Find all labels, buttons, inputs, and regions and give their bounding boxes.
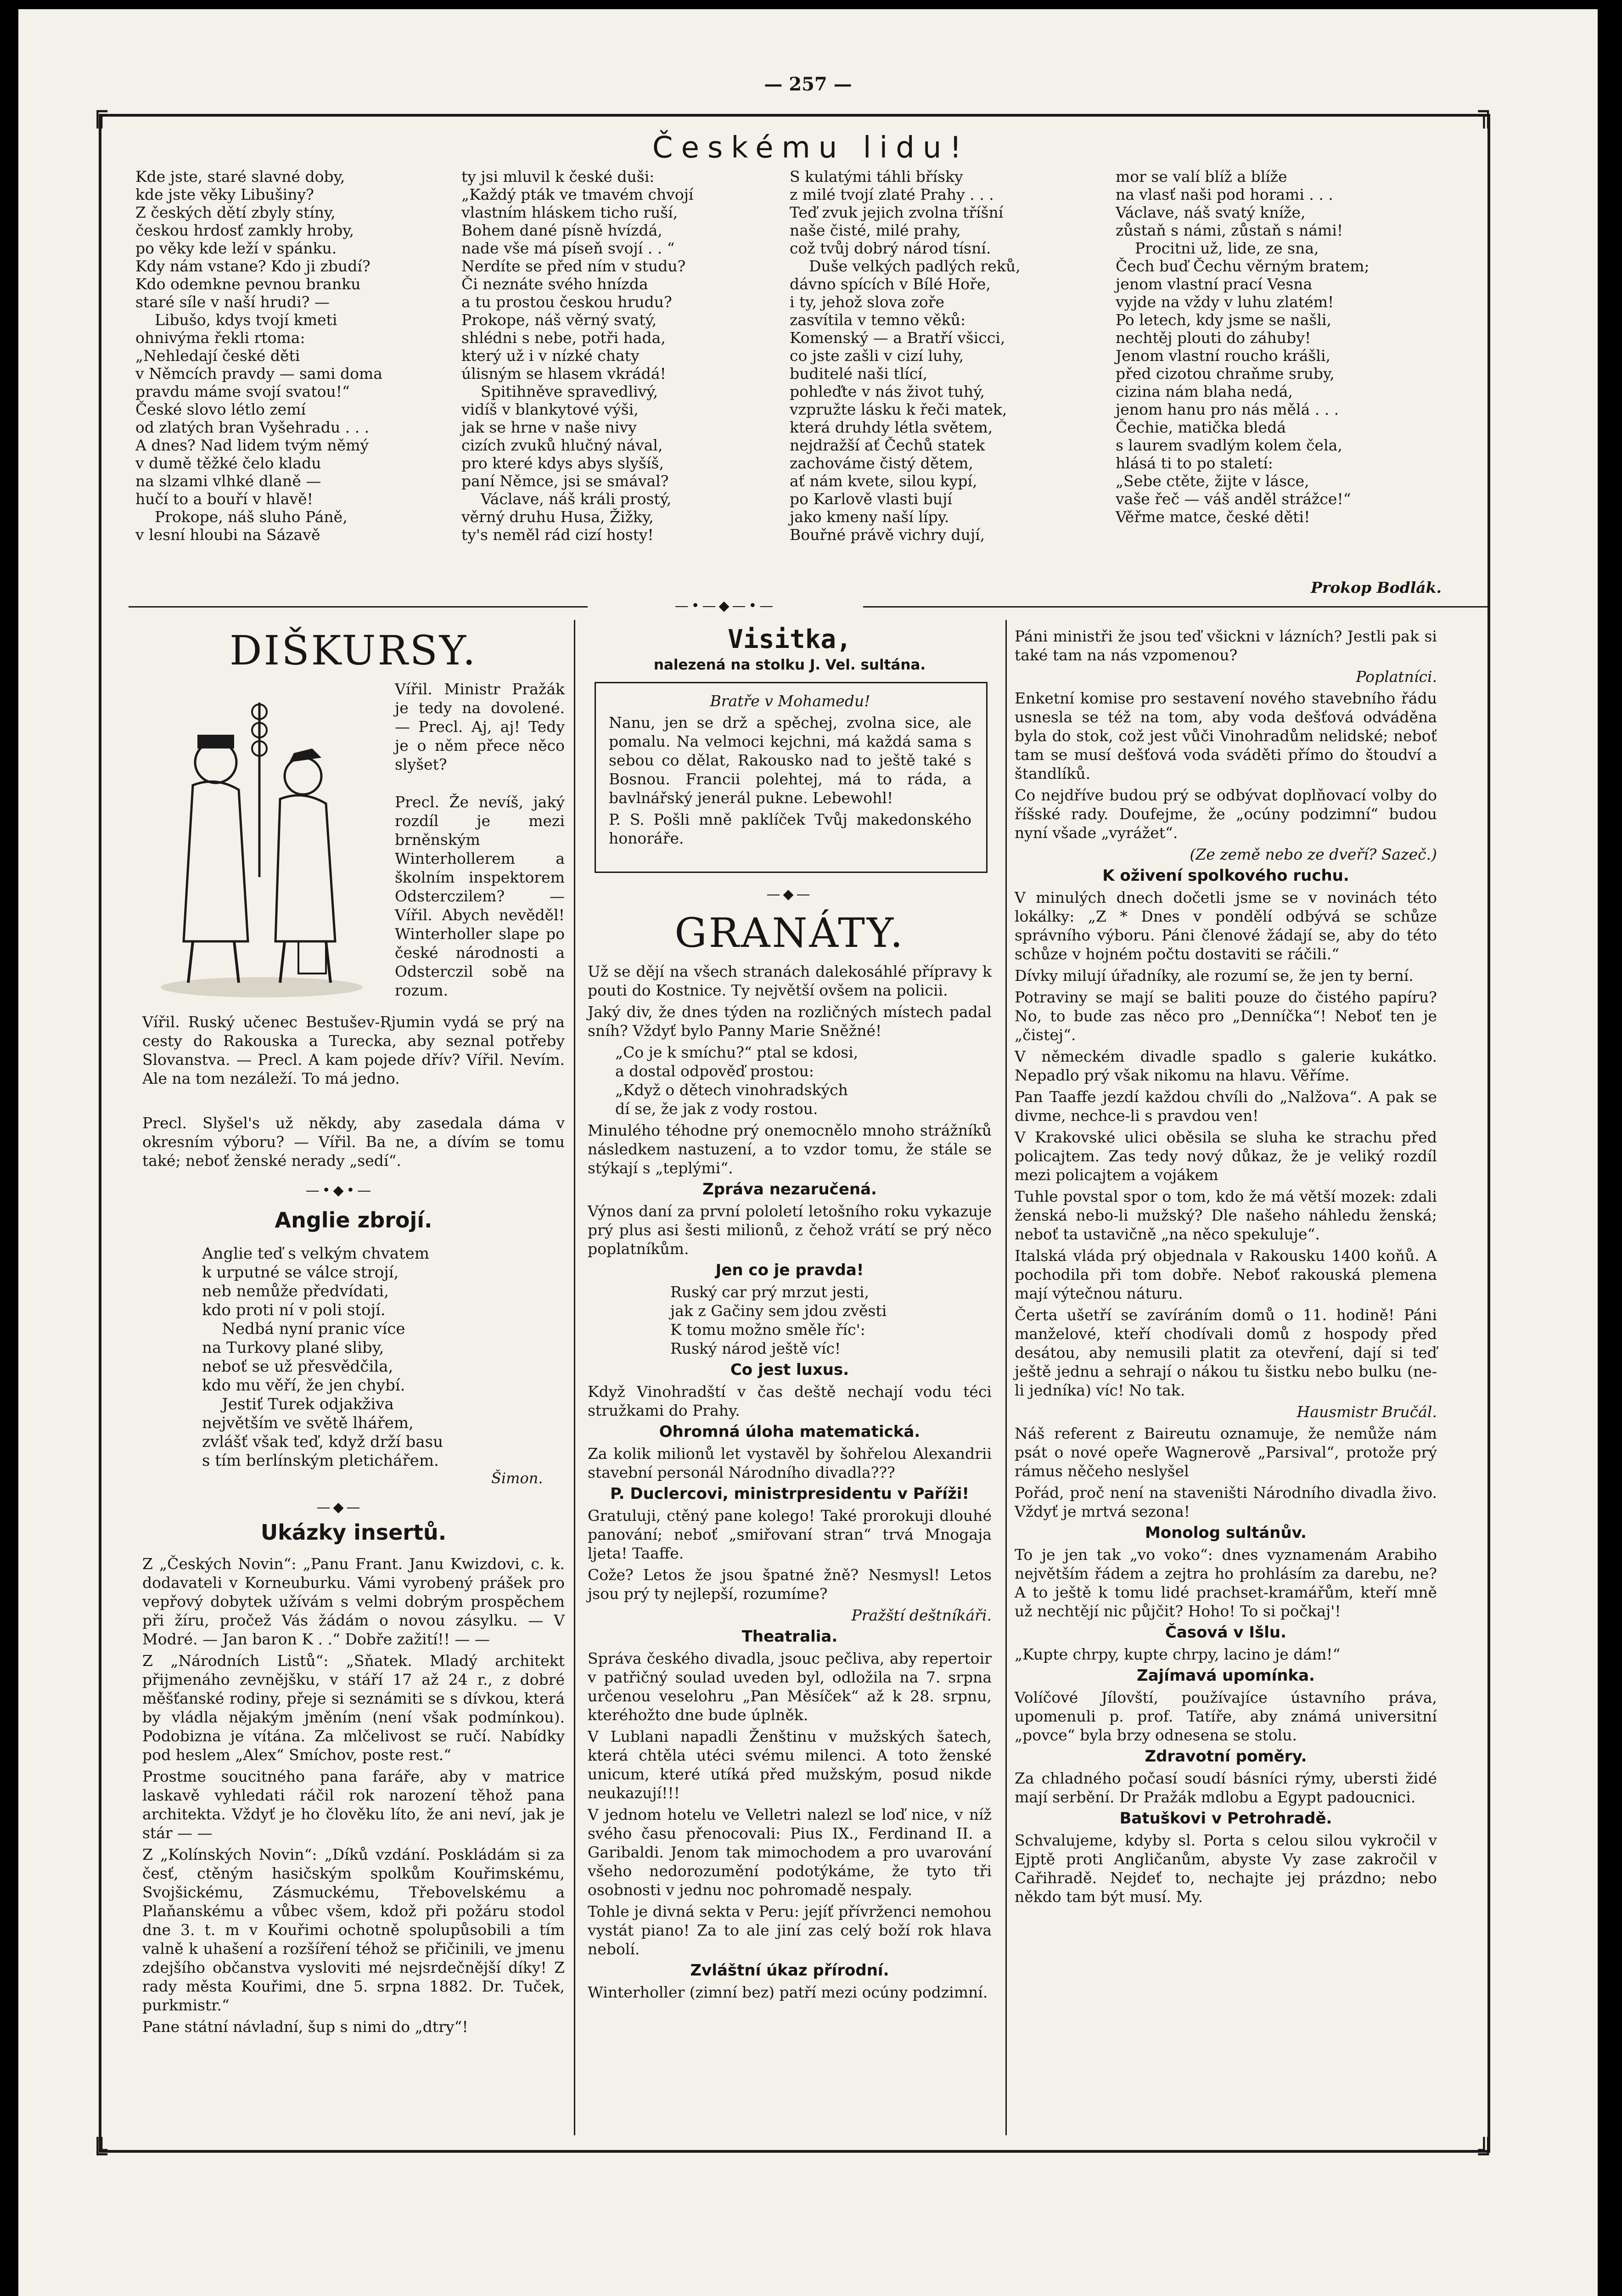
corner-ornament-icon: ╝ bbox=[1478, 2138, 1494, 2167]
granaty-heading: Co jest luxus. bbox=[730, 1361, 849, 1379]
granaty-verse: „Co je k smíchu?“ ptal se kdosi, a dostal odpověď prostou: „Když o dětech vinohradských dí se, že jak z vody rostou. bbox=[615, 1043, 859, 1118]
right-column bbox=[1015, 627, 1437, 1909]
ukazky-title: Ukázky insertů. bbox=[260, 1520, 447, 1545]
visitka-subtitle: nalezená na stolku J. Vel. sultána. bbox=[653, 657, 926, 673]
poem-author: Prokop Bodlák. bbox=[1311, 579, 1442, 597]
frame-bottom-rule bbox=[99, 2150, 1490, 2153]
news-item: V minulých dnech dočetli jsme se v novinách této lokálky: „Z * Dnes v pondělí odbývá se schůze správního výboru. Páni členové žádají se, aby do této schůze v hojném počtu dostaviti se ráčili.“ bbox=[1015, 889, 1437, 963]
poem-column-2: ty jsi mluvil k české duši: „Každý pták ve tmavém chvojí vlastním hláskem ticho ruší, Bohem dané písně hvízdá, nade vše má píseň svojí . . “ Nerdíte se před ním v studu? Či neznáte svého hnízda a tu prostou českou hrudu? Prokope, náš věrný svatý, shlédni s nebe, potři hada, který už i v nízké chaty úlisným se hlasem vkrádá! Spitihněve spravedlivý, vidíš v blankytové výši, jak se hrne v naše nivy cizích zvuků hlučný nával, pro které kdys abys slyšíš, paní Němce, jsi se smával? Václave, náš králi prostý, věrný druhu Husa, Žižky, ty's neměl rád cizí hosty! bbox=[461, 168, 694, 544]
diskursy-illustration bbox=[142, 684, 381, 1006]
news-item: Páni ministři že jsou teď všickni v lázních? Jestli pak si také tam na nás vzpomenou? bbox=[1015, 627, 1437, 664]
news-heading: Monolog sultánův. bbox=[1145, 1524, 1307, 1542]
granaty-item: V jednom hotelu ve Velletri nalezl se loď nice, v níž svého času přenocovali: Pius IX., Ferdinand II. a Garibaldi. Jenom tak mimochodem a pro uvarování všeho nedorozumění podotýkáme, že tyto tři osobnosti v jednu noc pohromadě nespaly. bbox=[588, 1806, 992, 1899]
granaty-heading: Theatralia. bbox=[741, 1627, 838, 1646]
divider-ornament-icon: —◆— bbox=[766, 886, 813, 902]
anglie-poem: Anglie teď s velkým chvatem k urputné se válce strojí, neb nemůže předvídati, kdo proti ní v poli stojí. Nedbá nyní pranic více na Turkovy plané sliby, neboť se už přesvědčila, kdo mu věří, že jen chybí. Jestiť Turek odjakživa největším ve světě lhářem, zvlášť však teď, když drží basu s tím berlínským pletichářem. bbox=[202, 1244, 443, 1470]
news-item: Dívky milují úřadníky, ale rozumí se, že jen ty berní. bbox=[1015, 967, 1414, 985]
insert-5: Pane státní návladní, šup s nimi do „dtry“! bbox=[142, 2018, 468, 2036]
diskursy-title: DIŠKURSY. bbox=[230, 627, 477, 674]
granaty-item: Výnos daní za první pololetí letošního roku vykazuje prý plus asi šesti milionů, z čehož vrátí se prý něco poplatníkům. bbox=[588, 1202, 992, 1258]
granaty-section bbox=[588, 962, 992, 2004]
news-item: Náš referent z Baireutu oznamuje, že nemůže nám psát o nové opeře Wagnerově „Parsival“, protože prý rámus něčeho neslyšel bbox=[1015, 1424, 1437, 1480]
news-item: V německém divadle spadlo s galerie kukátko. Nepadlo prý však nikomu na hlavu. Věříme. bbox=[1015, 1047, 1437, 1084]
visitka-body: Nanu, jen se drž a spěchej, zvolna sice, ale pomalu. Na velmoci kejchni, má každá sama s sebou co dělat, Rakousko nad to ještě také s Bosnou. Francii polehtej, má to ráda, a bavlnářský jenerál pukne. Lebewohl! bbox=[609, 714, 971, 807]
granaty-signature: Pražští deštníkáři. bbox=[851, 1606, 992, 1624]
granaty-item: Když Vinohradští v čas deště nechají vodu téci stružkami do Prahy. bbox=[588, 1383, 992, 1419]
diskursy-dialogue-1: Vířil. Ministr Pražák je tedy na dovolené. — Precl. Aj, aj! Tedy je o něm přece něco slyšet? Precl. Že nevíš, jaký rozdíl je mezi brněnským Winterhollerem a školním inspektorem Odsterczilem? — Vířil. Abych nevěděl! Winterholler slape po české národnosti a Odsterczil sobě na rozum. bbox=[395, 680, 565, 999]
news-item: V Krakovské ulici oběsila se sluha ke strachu před policajtem. Zas tedy nový důkaz, že je veliký rozdíl mezi policajtem a vojákem bbox=[1015, 1128, 1437, 1184]
news-item: Co nejdříve budou prý se odbývat doplňovací volby do říšské rady. Doufejme, že „ocúny podzimní“ budou nyní všade „vyrážet“. bbox=[1015, 786, 1437, 842]
granaty-title: GRANÁTY. bbox=[674, 909, 905, 957]
divider-ornament-icon: —◆— bbox=[316, 1499, 363, 1515]
frame-top-rule bbox=[99, 114, 1490, 117]
news-heading: K oživení spolkového ruchu. bbox=[1102, 867, 1349, 885]
news-signature: Hausmistr Bručál. bbox=[1296, 1403, 1437, 1421]
visitka-salutation: Bratře v Mohamedu! bbox=[710, 692, 870, 710]
news-signature: (Ze země nebo ze dveří? Sazeč.) bbox=[1190, 845, 1437, 863]
news-item: Pořád, proč není na staveništi Národního divadla živo. Vždyť je mrtvá sezona! bbox=[1015, 1484, 1437, 1520]
news-item: Schvalujeme, kdyby sl. Porta s celou silou vykročil v Ejptě proti Angličanům, abyste Vy zase zakročil v Cařihradě. Nejdeť to, nechajte jej prázdno; nebo někdo tam být musí. My. bbox=[1015, 1831, 1437, 1906]
news-item: Potraviny se mají se baliti pouze do čistého papíru? No, to bude zas něco pro „Denníčka“! Neboť ten je „čistej“. bbox=[1015, 988, 1437, 1044]
news-item: Enketní komise pro sestavení nového stavebního řádu usnesla se též na tom, aby voda dešťová odváděna byla do stok, což jest vůči Vinohradům nelidské; neboť tam se musí dešťová voda sváděti přímo do štoudví a štandlíků. bbox=[1015, 689, 1437, 782]
visitka-card bbox=[595, 682, 988, 873]
poem-column-3: S kulatými táhli břísky z milé tvojí zlaté Prahy . . . Teď zvuk jejich zvolna tříšní naše čisté, milé prahy, což tvůj dobrý národ tísní. Duše velkých padlých reků, dávno spících v Bílé Hoře, i ty, jehož slova zoře zasvítila v temno věků: Komenský — a Bratří všicci, co jste zašli v cizí luhy, buditelé naši tlící, pohleďte v nás život tuhý, vzpružte lásku k řeči matek, která druhdy létla světem, nejdražší ať Čechů statek zachováme čistý dětem, ať nám kvete, silou kypí, po Karlově vlasti bují jako kmeny naší lípy. Bouřné právě vichry dují, bbox=[790, 168, 1021, 544]
granaty-item: Jaký div, že dnes týden na rozličných místech padal sníh? Vždyť bylo Panny Marie Sněžné! bbox=[588, 1003, 992, 1040]
corner-ornament-icon: ╚ bbox=[92, 2138, 107, 2167]
news-heading: Batuškovi v Petrohradě. bbox=[1119, 1809, 1332, 1828]
news-item: Tuhle povstal spor o tom, kdo že má větší mozek: zdali ženská nebo-li mužský? Dle našeho náhledu ženská; neboť ta ustavičně „na něco spekuluje“. bbox=[1015, 1187, 1437, 1243]
corner-ornament-icon: ╔ bbox=[92, 99, 107, 129]
granaty-item: V Lublani napadli Ženštinu v mužských šatech, která chtěla utéci svému milenci. A toto ženské unicum, které utíká před mužským, posud nikde neukazují!!! bbox=[588, 1728, 992, 1802]
granaty-verse: Ruský car prý mrzut jesti, jak z Gačiny sem jdou zvěsti K tomu možno směle říc': Ruský národ ještě víc! bbox=[670, 1283, 887, 1357]
news-item: Volíčové Jílovští, používajíce ústavního práva, upomenuli p. prof. Tatíře, aby známá universitní „povce“ byla brzy odnesena se stolu. bbox=[1015, 1688, 1437, 1744]
news-item: Pan Taaffe jezdí každou chvíli do „Nalžovа“. A pak se divme, nechce-li s pravdou ven! bbox=[1015, 1088, 1437, 1125]
column-divider bbox=[1005, 620, 1007, 2135]
frame-right-rule bbox=[1487, 114, 1490, 2153]
news-signature: Poplatníci. bbox=[1356, 668, 1437, 686]
granaty-item: Tohle je divná sekta v Peru: jejíť přívrženci nemohou vystát piano! Za to ale jiní zas celý boží rok hlava nebolí. bbox=[588, 1902, 992, 1958]
granaty-item: Cože? Letos že jsou špatné žně? Nesmysl! Letos jsou prý ty nejlepší, rozumíme? bbox=[588, 1566, 992, 1603]
poem-title: Českému lidu! bbox=[652, 131, 970, 165]
diskursy-dialogue-3: Precl. Slyšel's už někdy, aby zasedala dáma v okresním výboru? — Vířil. Ba ne, a dívím se tomu také; neboť ženské nerady „sedí“. bbox=[142, 1114, 565, 1170]
news-item: Za chladného počasí soudí básníci rýmy, ubersti židé mají serbění. Dr Pražák mdlobu a Egypt padoucnici. bbox=[1015, 1769, 1437, 1806]
insert-1: Z „Českých Novin“: „Panu Frant. Janu Kwizdovi, c. k. dodavateli v Korneuburku. Vámi vyrobený prášek pro vepřový dobytek užívám s velmi dobrým prospěchem při žíru, pročež Vás žádám o novou zásylku. — V Modré. — Jan baron K . .“ Dobře zažití!! — — bbox=[142, 1555, 565, 1648]
news-item: Čerta ušetří se zavíráním domů o 11. hodině! Páni manželové, kteří chodívali domů z hospody před desátou, aby nemusili platit za otevření, dají si teď ještě jednu a sehrají o nákou tu šistku nebo bulku (ne-li jedníka) víc! No tak. bbox=[1015, 1306, 1437, 1399]
poem-column-1: Kde jste, staré slavné doby, kde jste věky Libušiny? Z českých dětí zbyly stíny, českou hrdosť zamkly hroby, po věky kde leží v spánku. Kdy nám vstane? Kdo ji zbudí? Kdo odemkne pevnou branku staré síle v naší hrudi? — Libušo, kdys tvojí kmeti ohnivýma řekli rtoma: „Nehledají české děti v Němcích pravdy — sami doma pravdu máme svojí svatou!“ České slovo létlo zemí od zlatých bran Vyšehradu . . . A dnes? Nad lidem tvým němý v dumě těžké čelo kladu na slzami vlhké dlaně — hučí to a bouří v hlavě! Prokope, náš sluho Páně, v lesní hloubi na Sázavě bbox=[135, 168, 382, 544]
granaty-item: Už se dějí na všech stranách dalekosáhlé přípravy k pouti do Kostnice. Ty největší ovšem na policii. bbox=[588, 962, 992, 999]
granaty-item: Správa českého divadla, jsouc pečliva, aby repertoir v patřičný soulad uveden byl, odložila na 7. srpna určenou veselohru „Pan Měsíček“ až k 28. srpnu, kteréhožto dne bude úplněk. bbox=[588, 1649, 992, 1724]
granaty-heading: P. Duclercovi, ministrpresidentu v Paříži! bbox=[610, 1485, 970, 1503]
news-heading: Zdravotní poměry. bbox=[1145, 1747, 1307, 1766]
news-item: To je jen tak „vo voko“: dnes vyznamenám Arabiho největším řádem a zejtra ho prohlásím za darebu, ne? A to ještě k tomu lidé prachset-kramářům, kteří mně už nechtějí nic půjčit? Hoho! To si počkaj'! bbox=[1015, 1546, 1437, 1620]
newspaper-page bbox=[18, 9, 1598, 2296]
news-item: Italská vláda prý objednala v Rakousku 1400 koňů. A pochodila při tom dobře. Neboť rakouská plemena mají výtečnou náturu. bbox=[1015, 1247, 1437, 1302]
anglie-author: Šimon. bbox=[491, 1469, 543, 1487]
granaty-heading: Jen co je pravda! bbox=[715, 1261, 864, 1279]
column-divider bbox=[574, 620, 575, 2135]
visitka-ps: P. S. Pošli mně paklíček Tvůj makedonského honoráře. bbox=[609, 810, 971, 847]
divider-ornament-icon: —•◆•— bbox=[305, 1182, 374, 1199]
poem-column-4: mor se valí blíž a blíže na vlasť naši pod horami . . . Václave, náš svatý kníže, zůstaň s námi, zůstaň s námi! Procitni už, lide, ze sna, Čech buď Čechu věrným bratem; jenom vlastní prací Vesna vyjde na vždy v luhu zlatém! Po letech, kdy jsme se našli, nechtěj plouti do záhuby! Jenom vlastní roucho krášli, před cizotou chraňme sruby, cizina nám blaha nedá, jenom hanu pro nás mělá . . . Čechie, matička bledá s laurem svadlým kolem čela, hlásá ti to po staletí: „Sebe ctěte, žijte v lásce, vaše řeč — váš anděl strážce!“ Věřme matce, české děti! bbox=[1116, 168, 1369, 526]
anglie-title: Anglie zbrojí. bbox=[275, 1208, 432, 1232]
granaty-item: Za kolik milionů let vystavěl by šohřelou Alexandrii stavební personál Národního divadla??? bbox=[588, 1445, 992, 1481]
granaty-heading: Zvláštní úkaz přírodní. bbox=[690, 1961, 889, 1980]
granaty-item: Minulého téhodne prý onemocnělo mnoho strážníků následkem nastuzení, a to vzdor tomu, že stále se stýkají s „teplými“. bbox=[588, 1121, 992, 1177]
news-item: „Kupte chrpy, kupte chrpy, lacino je dám!“ bbox=[1015, 1645, 1341, 1663]
insert-2: Z „Národních Listů“: „Sňatek. Mladý architekt přijmenáho zevnějšku, v stáří 17 až 24 r., z dobré měšťanské rodiny, přeje si seznámiti se s dívkou, která by vládla nějakým jměním (není však podmínkou). Podobizna je vítána. Za mlčelivost se ručí. Nabídky pod heslem „Alex“ Smíchov, poste rest.“ bbox=[142, 1652, 565, 1764]
page-number: — 257 — bbox=[764, 73, 852, 95]
corner-ornament-icon: ╗ bbox=[1478, 99, 1494, 129]
granaty-heading: Zpráva nezaručená. bbox=[702, 1180, 877, 1199]
divider-ornament-icon: —•—◆—•— bbox=[588, 598, 863, 614]
insert-4: Z „Kolínských Novin“: „Díků vzdání. Poskládám si za česť, ctěným hasičským spolkům Kouřimskému, Svojšickému, Zásmuckému, Třebovelskému a Plaňanskému a vůbec všem, kdož při požáru stodol dne 3. t. m v Kouřimi ochotně spolupůsobili a tím valně k uhašení a rozšíření téhož se přičinili, ve jmenu zdejšího občanstva vysloviti mé nejsrdečnější díky! Z rady města Kouřimi, dne 5. srpna 1882. Dr. Tuček, purkmistr.“ bbox=[142, 1846, 565, 2014]
diskursy-dialogue-2: Vířil. Ruský učenec Bestušev-Rjumin vydá se prý na cesty do Rakouska a Turecka, aby seznal potřeby Slovanstva. — Precl. A kam pojede dřív? Vířil. Nevím. Ale na tom nezáleží. To má jedno. bbox=[142, 1013, 565, 1087]
ukazky-section bbox=[142, 1554, 565, 2039]
frame-left-rule bbox=[99, 114, 101, 2153]
granaty-item: Gratuluji, ctěný pane kolego! Také prorokuji dlouhé panování; neboť „smiřovaní stran“ trvá Mnogaja ljeta! Taaffe. bbox=[588, 1507, 992, 1562]
granaty-heading: Ohromná úloha matematická. bbox=[659, 1423, 920, 1441]
granaty-item: Winterholler (zimní bez) patří mezi ocúny podzimní. bbox=[588, 1983, 988, 2001]
two-men-talking-illustration bbox=[142, 684, 381, 1006]
news-heading: Zajímavá upomínka. bbox=[1137, 1666, 1315, 1685]
insert-3: Prostme soucitného pana faráře, aby v matrice laskavě vyhledati ráčil rok narození těhož pana architekta. Vždyť je ho člověku líto, že ani neví, jak je stár — — bbox=[142, 1767, 565, 1842]
news-heading: Časová v Išlu. bbox=[1165, 1623, 1287, 1642]
visitka-title: Visitka, bbox=[728, 625, 852, 654]
